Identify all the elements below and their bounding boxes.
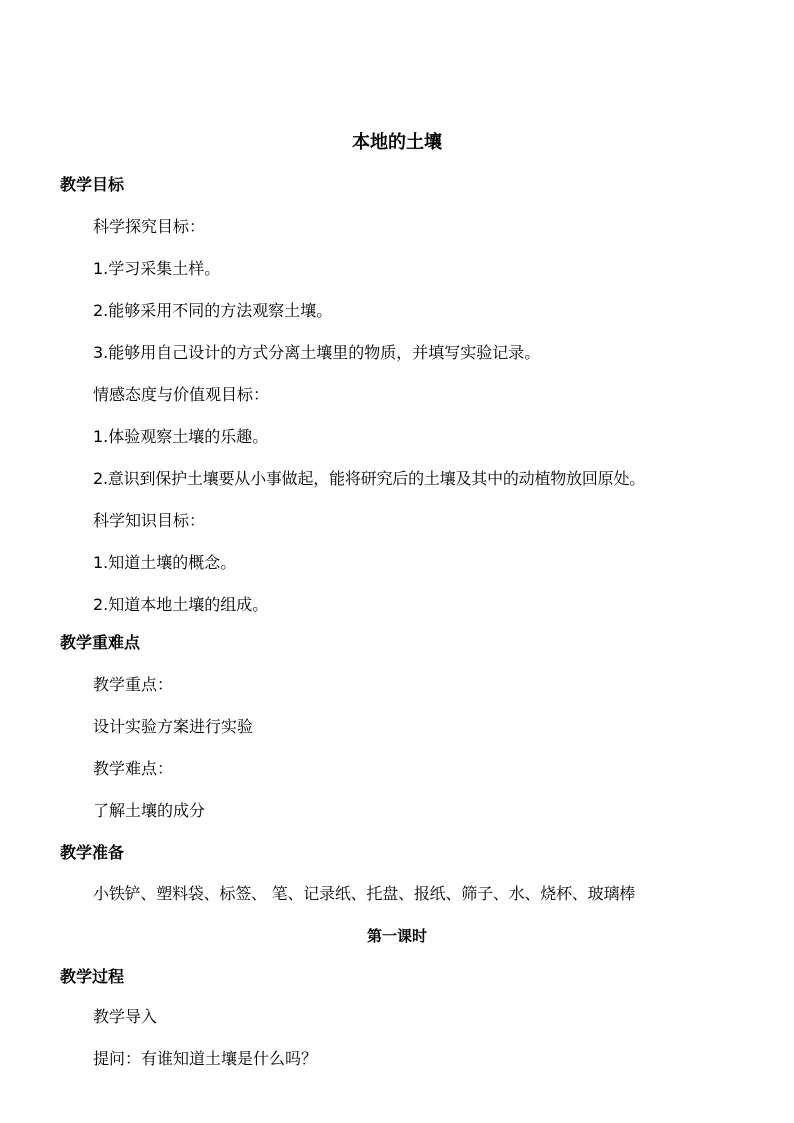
science-inquiry-item-1: 1.学习采集土样。 [93, 259, 221, 278]
knowledge-item-1: 1.知道土壤的概念。 [93, 553, 237, 572]
section-heading-process: 教学过程 [60, 967, 125, 986]
difficulty-text: 了解土壤的成分 [93, 801, 206, 820]
science-inquiry-item-3: 3.能够用自己设计的方式分离土壤里的物质，并填写实验记录。 [93, 343, 541, 362]
process-question: 提问：有谁知道土壤是什么吗？ [93, 1049, 318, 1068]
process-intro-label: 教学导入 [93, 1007, 158, 1026]
attitude-item-2: 2.意识到保护土壤要从小事做起，能将研究后的土壤及其中的动植物放回原处。 [93, 469, 646, 488]
document-title: 本地的土壤 [352, 132, 442, 153]
lesson-subtitle: 第一课时 [366, 927, 427, 945]
section-heading-key-points: 教学重难点 [60, 633, 141, 652]
difficulty-label: 教学难点： [93, 759, 174, 778]
science-inquiry-label: 科学探究目标： [93, 217, 206, 236]
focus-label: 教学重点： [93, 675, 174, 694]
preparation-materials: 小铁铲、塑料袋、标签、 笔、记录纸、托盘、报纸、筛子、水、烧杯、玻璃棒 [93, 884, 636, 903]
knowledge-label: 科学知识目标： [93, 511, 206, 530]
focus-text: 设计实验方案进行实验 [93, 717, 254, 736]
section-heading-objectives: 教学目标 [60, 175, 125, 194]
science-inquiry-item-2: 2.能够采用不同的方法观察土壤。 [93, 301, 333, 320]
knowledge-item-2: 2.知道本地土壤的组成。 [93, 595, 269, 614]
attitude-label: 情感态度与价值观目标： [93, 385, 270, 404]
attitude-item-1: 1.体验观察土壤的乐趣。 [93, 427, 269, 446]
section-heading-preparation: 教学准备 [60, 843, 125, 862]
